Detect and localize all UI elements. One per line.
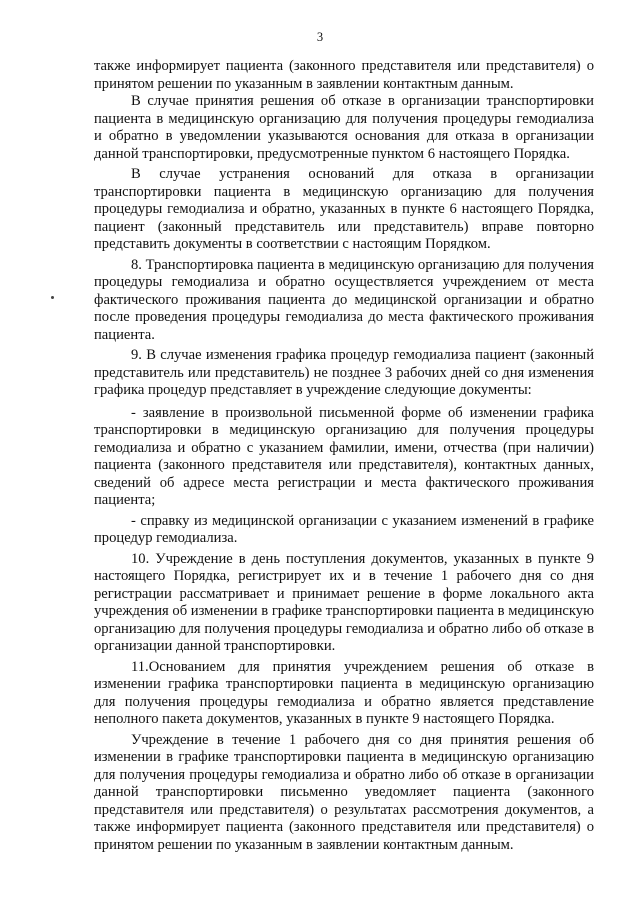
paragraph-item-10: 10. Учреждение в день поступления документов, указанных в пункте 9 настоящего Порядка, регистрирует их и в течение 1 рабочего дня со дня регистрации рассматривает и принимает решение в форме локального акта учреждения об изменении в графике транспортировки пациента в медицинскую организацию для получения процедуры гемодиализа и обратно либо об отказе в организации данной транспортировки.	[94, 550, 594, 654]
paragraph-item-11: 11.Основанием для принятия учреждением решения об отказе в изменении графика транспортировки пациента в медицинскую организацию для получения процедуры гемодиализа и обратно является представление неполного пакета документов, указанных в пункте 9 настоящего Порядка.	[94, 658, 594, 727]
page-number: 3	[316, 30, 324, 44]
paragraph-resubmission: В случае устранения оснований для отказа в организации транспортировки пациента в медицинскую организацию для получения процедуры гемодиализа и обратно, указанных в пункте 6 настоящего Порядка, пациент (законный представитель или представитель) вправе повторно представить документы в соответствии с настоящим Порядком.	[94, 166, 594, 252]
list-item-certificate: - справку из медицинской организации с указанием изменений в графике процедур гемодиализа.	[94, 512, 594, 546]
paragraph-item-8: 8. Транспортировка пациента в медицинскую организацию для получения процедуры гемодиализа и обратно осуществляется учреждением от места фактического проживания пациента до медицинской организации и обратно после проведения процедуры гемодиализа до места фактического проживания пациента.	[94, 256, 594, 343]
paragraph-refusal-notice: В случае принятия решения об отказе в организации транспортировки пациента в медицинскую организацию для получения процедуры гемодиализа и обратно в уведомлении указываются основания для отказа в организации данной транспортировки, предусмотренные пунктом 6 настоящего Порядка.	[94, 93, 594, 162]
paragraph-item-9: 9. В случае изменения графика процедур гемодиализа пациент (законный представитель или представитель) не позднее 3 рабочих дней со дня изменения графика процедур представляет в учреждение следующие документы:	[94, 347, 594, 398]
paragraph-continuation: также информирует пациента (законного представителя или представителя) о принятом решении по указанным в заявлении контактным данным.	[94, 58, 594, 92]
paragraph-final-notice: Учреждение в течение 1 рабочего дня со дня принятия решения об изменении в графике транспортировки пациента в медицинскую организацию для получения процедуры гемодиализа и обратно либо об отказе в организации данной транспортировки письменно уведомляет пациента (законного представителя или представителя) о результатах рассмотрения документов, а также информирует пациента (законного представителя или представителя) о принятом решении по указанным в заявлении контактным данным.	[94, 731, 594, 853]
document-body	[94, 58, 594, 854]
scan-speck	[51, 296, 54, 299]
list-item-application: - заявление в произвольной письменной форме об изменении графика транспортировки в медицинскую организацию для получения процедуры гемодиализа и обратно с указанием фамилии, имени, отчества (при наличии) пациента (законного представителя или представителя), контактных данных, сведений об адресе места регистрации и места фактического проживания пациента;	[94, 404, 594, 508]
